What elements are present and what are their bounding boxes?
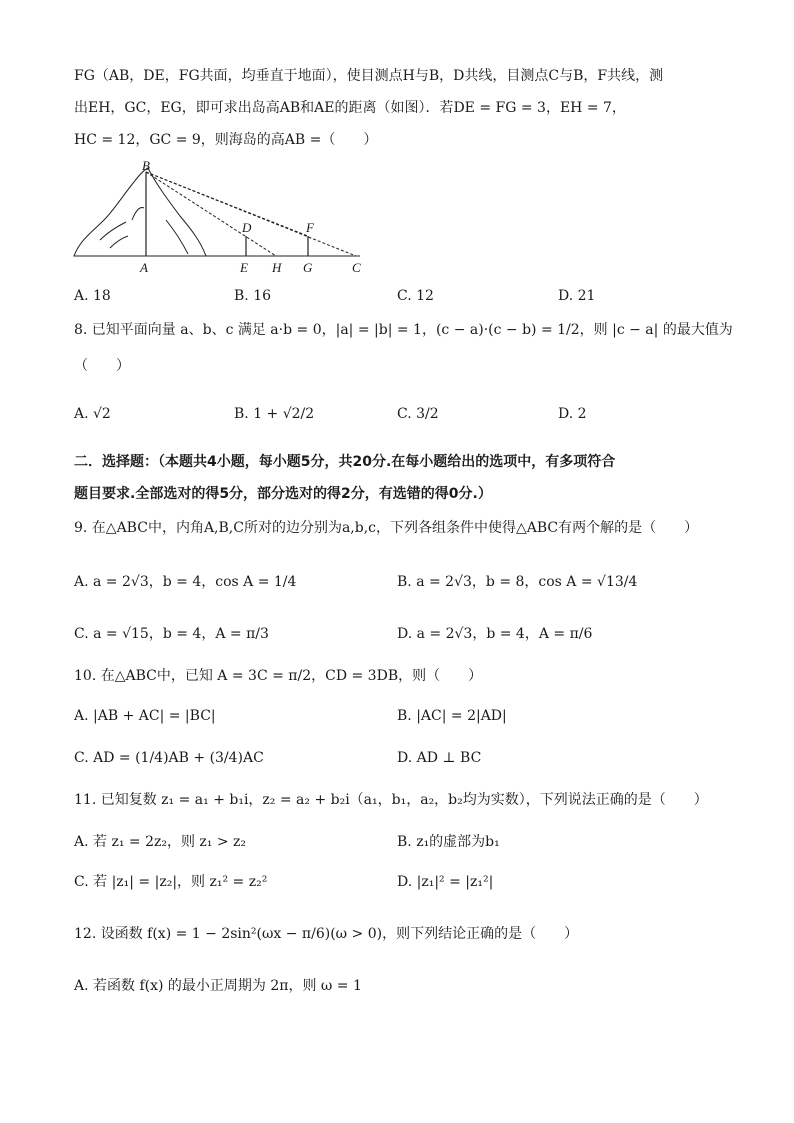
q9-option-c: C. a = √15，b = 4，A = π/3 [74,626,269,642]
section-heading-line-2: 题目要求.全部选对的得5分，部分选对的得2分，有选错的得0分.） [74,486,492,502]
label-b: B [142,160,150,173]
intro-line-1: FG（AB，DE，FG共面，均垂直于地面），使目测点H与B，D共线，目测点C与B，F共线，测 [74,68,664,84]
label-d: D [242,220,252,235]
q8-option-b: B. 1 + √2/2 [234,406,315,422]
q8-option-c: C. 3/2 [397,406,439,422]
section-heading-line-1: 二．选择题：（本题共4小题，每小题5分，共20分.在每小题给出的选项中，有多项符合 [74,454,616,470]
q9-stem: 9. 在△ABC中，内角A,B,C所对的边分别为a,b,c，下列各组条件中使得△ABC有两个解的是（ ） [74,520,699,536]
sight-line-bh [146,172,276,256]
label-e: E [240,260,248,275]
intro-line-3: HC = 12，GC = 9，则海岛的高AB =（ ） [74,132,378,148]
q12-stem: 12. 设函数 f(x) = 1 − 2sin²(ωx − π/6)(ω > 0)，则下列结论正确的是（ ） [74,926,579,942]
q8-option-a: A. √2 [74,406,111,422]
island-figure [70,160,370,280]
q10-option-c: C. AD = (1/4)AB + (3/4)AC [74,750,264,766]
q11-stem: 11. 已知复数 z₁ = a₁ + b₁i，z₂ = a₂ + b₂i（a₁，b₁，a₂，b₂均为实数），下列说法正确的是（ ） [74,792,708,808]
q8-option-d: D. 2 [558,406,587,422]
q11-option-c: C. 若 |z₁| = |z₂|，则 z₁² = z₂² [74,874,268,890]
q8-paren: （ ） [74,358,130,374]
q8-stem: 8. 已知平面向量 a、b、c 满足 a·b = 0，|a| = |b| = 1，(c − a)·(c − b) = 1/2，则 |c − a| 的最大值为 [74,322,733,338]
label-f: F [306,220,314,235]
q7-option-c: C. 12 [397,288,434,304]
label-c: C [352,260,361,275]
q10-stem: 10. 在△ABC中，已知 A = 3C = π/2，CD = 3DB，则（ ） [74,668,483,684]
q11-option-d: D. |z₁|² = |z₁²| [397,874,494,890]
q10-option-a: A. |AB + AC| = |BC| [74,708,216,724]
label-h: H [272,260,282,275]
island-outline [74,168,206,256]
q9-option-d: D. a = 2√3，b = 4，A = π/6 [397,626,593,642]
q7-option-d: D. 21 [558,288,596,304]
q12-option-a: A. 若函数 f(x) 的最小正周期为 2π，则 ω = 1 [74,978,362,994]
q11-option-b: B. z₁的虚部为b₁ [397,834,500,850]
q10-option-b: B. |AC| = 2|AD| [397,708,507,724]
intro-line-2: 出EH，GC，EG，即可求出岛高AB和AE的距离（如图）．若DE = FG = 3，EH = 7， [74,100,626,116]
q9-option-a: A. a = 2√3，b = 4，cos A = 1/4 [74,574,297,590]
q7-option-a: A. 18 [74,288,111,304]
q9-option-b: B. a = 2√3，b = 8，cos A = √13/4 [397,574,638,590]
q7-option-b: B. 16 [234,288,272,304]
q11-option-a: A. 若 z₁ = 2z₂，则 z₁ > z₂ [74,834,247,850]
q10-option-d: D. AD ⊥ BC [397,750,482,766]
label-a: A [140,260,148,275]
sight-line-bc [146,172,356,256]
label-g: G [303,260,313,275]
